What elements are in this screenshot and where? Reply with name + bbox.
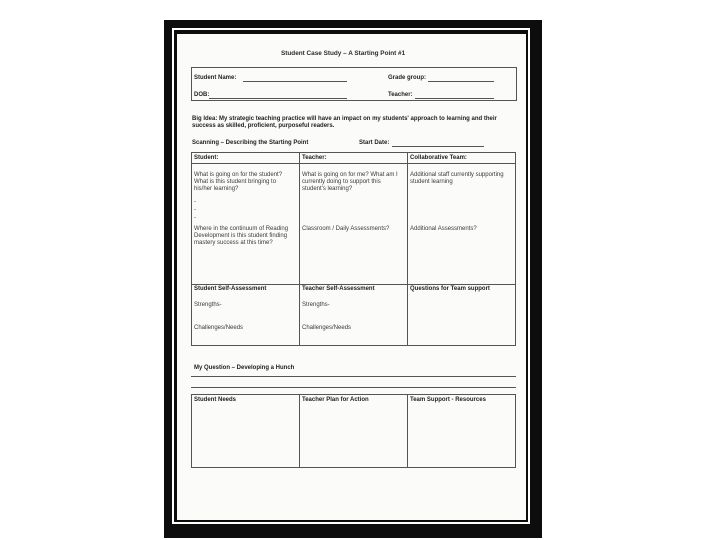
- grid-divider-2: [407, 152, 408, 346]
- my-question-heading: My Question – Developing a Hunch: [194, 365, 295, 371]
- grade-group-line[interactable]: [428, 75, 494, 82]
- grid-assessment-rule: [191, 284, 516, 285]
- document-page: [177, 34, 526, 520]
- teacher-challenges: Challenges/Needs: [302, 325, 352, 331]
- dash-3: -: [194, 215, 196, 221]
- student-question-1: What is going on for the student? What is this student bringing to his/her learning?: [194, 172, 283, 192]
- grade-group-label: Grade group:: [388, 75, 427, 81]
- dob-line[interactable]: [209, 92, 347, 99]
- teacher-line[interactable]: [415, 92, 494, 99]
- big-idea-label: Big Idea:: [192, 116, 218, 122]
- student-name-label: Student Name:: [194, 75, 237, 81]
- grid-divider-1: [299, 152, 300, 346]
- scanning-heading: Scanning – Describing the Starting Point: [192, 140, 309, 146]
- questions-team-support: Questions for Team support: [410, 286, 490, 292]
- dob-label: DOB:: [194, 92, 210, 98]
- teacher-question-1: What is going on for me? What am I currently doing to support this student's learning?: [302, 172, 398, 192]
- teacher-question-2: Classroom / Daily Assessments?: [302, 226, 390, 232]
- start-date-line[interactable]: [392, 140, 484, 147]
- student-challenges: Challenges/Needs: [194, 325, 244, 331]
- student-self-assessment: Student Self-Assessment: [194, 286, 267, 292]
- student-question-2: Where in the continuum of Reading Development is this student finding mastery success at this time?: [194, 226, 289, 246]
- document-title: Student Case Study – A Starting Point #1: [281, 50, 406, 57]
- teacher-self-assessment: Teacher Self-Assessment: [302, 286, 375, 292]
- teacher-label: Teacher:: [388, 92, 413, 98]
- team-question-2: Additional Assessments?: [410, 226, 477, 232]
- column-student: Student:: [194, 155, 219, 161]
- start-date-label: Start Date:: [359, 140, 390, 146]
- big-idea-text: My strategic teaching practice will have an impact on my students' approach to learning and their success as skilled, proficient, purposeful readers.: [192, 116, 497, 129]
- column-student-needs: Student Needs: [194, 397, 237, 403]
- plan-divider-1: [299, 394, 300, 468]
- dash-1: -: [194, 199, 196, 205]
- big-idea: [192, 116, 512, 130]
- column-teacher: Teacher:: [302, 155, 327, 161]
- student-name-line[interactable]: [243, 75, 347, 82]
- grid-header-rule: [191, 163, 516, 164]
- column-collaborative-team: Collaborative Team:: [410, 155, 467, 161]
- student-strengths: Strengths-: [194, 302, 222, 308]
- team-question-1: Additional staff currently supporting student learning: [410, 172, 504, 185]
- plan-grid: [191, 394, 516, 468]
- question-line-1[interactable]: [191, 376, 516, 377]
- question-line-2[interactable]: [191, 387, 516, 388]
- column-team-support: Team Support - Resources: [410, 397, 486, 403]
- teacher-strengths: Strengths-: [302, 302, 330, 308]
- plan-divider-2: [407, 394, 408, 468]
- dash-2: -: [194, 207, 196, 213]
- column-teacher-plan: Teacher Plan for Action: [302, 397, 369, 403]
